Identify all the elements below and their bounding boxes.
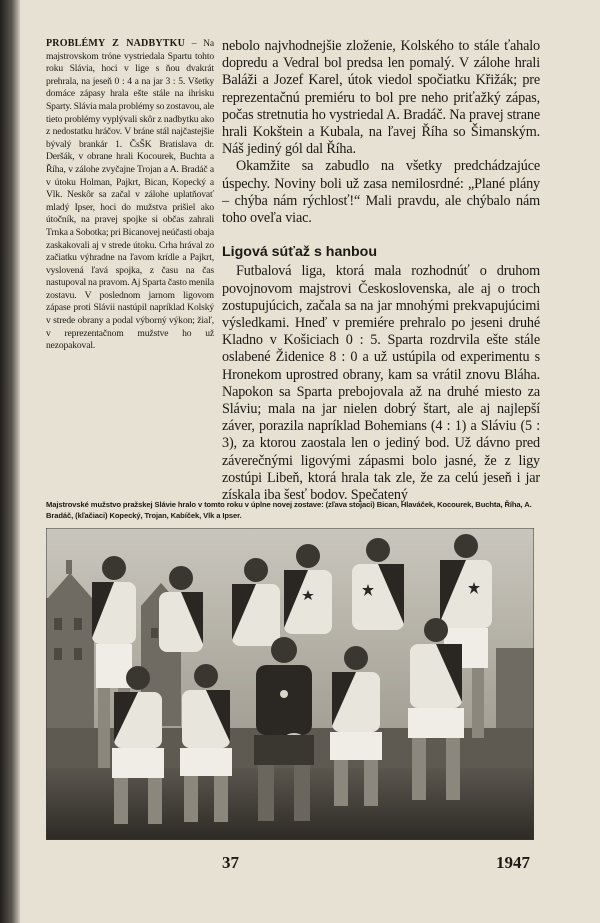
team-photo — [46, 528, 534, 840]
photo-caption: Majstrovské mužstvo pražskej Slávie hralo v tomto roku v úplne novej zostave: (zľava stojaci) Bican, Hlaváček, Kocourek, Buchta, Říha, A. Bradáč, (kľačiaci) Kopecký, Trojan, Kabíček, Vlk a Ipser. — [46, 500, 532, 520]
sidebar-column — [46, 38, 214, 353]
team-photo-illustration — [46, 528, 534, 840]
sidebar-heading: PROBLÉMY Z NADBYTKU — [46, 38, 186, 49]
main-column — [222, 38, 540, 504]
section-heading: Ligová súťaž s hanbou — [222, 244, 377, 261]
page-number: 37 — [222, 853, 239, 872]
book-spine-shadow — [0, 0, 20, 923]
main-paragraph-1: nebolo najvhodnejšie zloženie, Kolského to stále ťahalo dopredu a Vedral bol predsa len pomalý. V zálohe hrali Baláži a Jozef Karel, útok viedol spočiatku Křižák; pre reprezentačnú premiéru to bol pre neho priťažký zápas, počas stretnutia ho vystriedal A. Bradáč. Na pravej strane hrali Kokštein a Kubala, na ľavej Říha so Šimanským. Náš jediný gól dal Říha. — [222, 38, 540, 158]
page-year: 1947 — [496, 853, 530, 872]
main-paragraph-3: Futbalová liga, ktorá mala rozhodnúť o druhom povojnovom majstrovi Československa, ale aj o troch zostupujúcich, začala sa na jar mnohými prekvapujúcimi výsledkami. Hneď v premiére prehralo po jeseni druhé Kladno v Košiciach 0 : 5. Sparta rozdrvila ešte stále oslabené Židenice 8 : 0 a už ustúpila od experimentu s Hronekom uprostred obrany, kam sa vrátil znovu Bláha. Napokon sa Sparta prebojovala až na druhé miesto za Sláviu; mala na jar nielen dobrý štart, ale aj najlepší záver, porazila napríklad Bohemians (4 : 1) a Sláviu (5 : 3), za ktorou zaostala len o jediný bod. Už dávno pred záverečnými ligovými zápasmi bolo jasné, že z ligy zostúpi Libeň, ktorá hrala tak zle, že za celú jeseň i jar získala iba šesť bodov. Spečatený — [222, 263, 540, 504]
main-paragraph-2: Okamžite sa zabudlo na všetky predchádzajúce úspechy. Noviny boli už zasa nemilosrdné: „Plané plány – chýba nám rýchlosť!“ Mali pravdu, ale chýbalo nám toho oveľa viac. — [222, 158, 540, 227]
sidebar-text: – Na majstrovskom tróne vystriedala Spartu tohto roku Slávia, hoci v lige s ňou dvakrát prehrala, na jeseň 0 : 4 a na jar 3 : 5. Všetky domáce zápasy hrala ešte stále na ihrisku Sparty. Slávia mala problémy so zostavou, ale tieto problémy vyplývali skôr z nadbytku ako z nedostatku hráčov. V bráne stál najčastejšie bývalý brankár 1. ČsŠK Bratislava dr. Deršák, v obrane hrali Kocourek, Buchta a Říha, v zálohe zvyčajne Trojan a A. Bradáč a v útoku Holman, Pajkrt, Bican, Kopecký a Vlk. Neskôr sa začal v zálohe uplatňovať mladý Ipser, hoci do mužstva prišiel ako útočník, na pravej spojke si občas zahrali Trnka a Sobotka; pri Bicanovej neúčasti obaja zaskakovali aj v strede útoku. Crha hrával zo začiatku výhradne na ľavom krídle a Pajkrt, vyslovená ľavá spojka, z času na čas nastupoval na pravom. Aj Sparta často menila zostavu. V poslednom jarnom ligovom zápase proti Slávii nastúpil napríklad Kolský v strede obrany a podal výborný výkon; žiaľ, v reprezentačnom mužstve ho už nezopakoval. — [46, 38, 214, 352]
